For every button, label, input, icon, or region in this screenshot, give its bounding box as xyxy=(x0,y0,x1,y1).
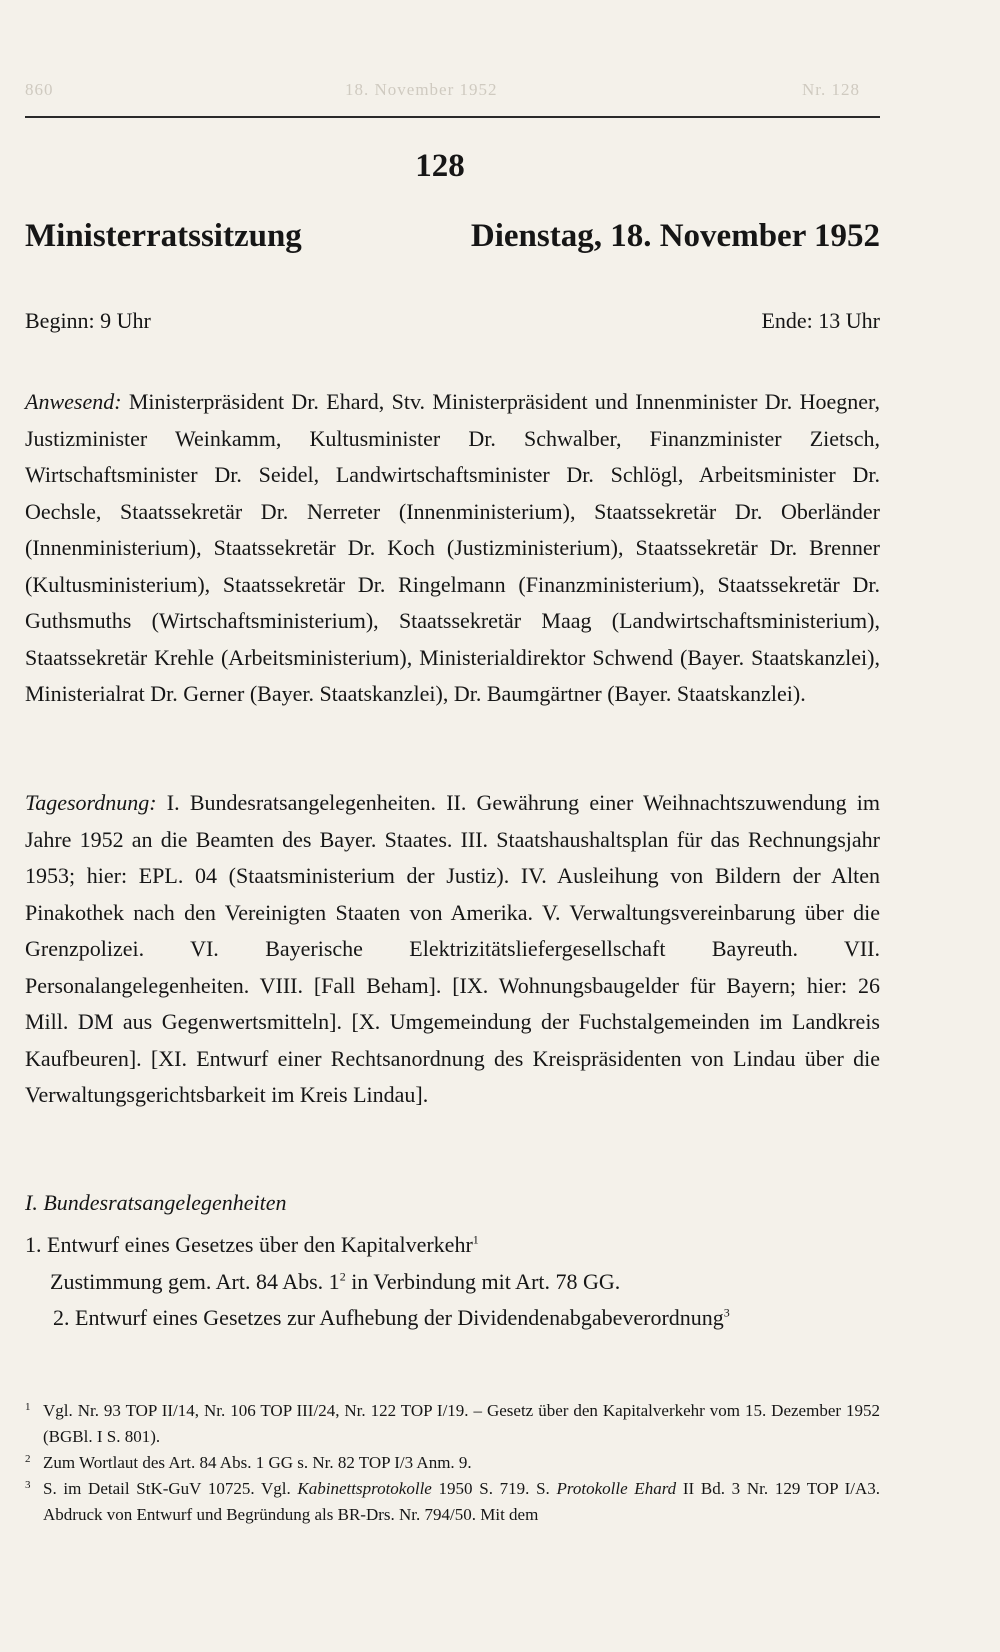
agenda-item-2 xyxy=(25,1300,880,1337)
footnote-ref-3[interactable]: 3 xyxy=(723,1305,730,1320)
header-rule xyxy=(25,116,880,118)
footnote-2 xyxy=(25,1450,880,1476)
footnote-number: 2 xyxy=(25,1453,31,1465)
time-row xyxy=(25,308,880,334)
begin-time: Beginn: 9 Uhr xyxy=(25,308,151,333)
title-row xyxy=(25,218,880,255)
footnote-text-post: II Bd. 3 Nr. 129 TOP I/A3. Abdruck von Entwurf und Begründung als BR-Drs. Nr. 794/50. Mit dem xyxy=(43,1479,880,1524)
footnote-citation-kabinett: Kabinettsprotokolle xyxy=(297,1479,432,1498)
footnote-ref-1[interactable]: 1 xyxy=(472,1232,479,1247)
footnotes xyxy=(25,1398,880,1528)
agenda-label: Tagesordnung: xyxy=(25,790,157,815)
end-time: Ende: 13 Uhr xyxy=(761,308,880,333)
item1-consent: Zustimmung gem. Art. 84 Abs. 1 xyxy=(50,1268,340,1294)
item1-consent-rest: in Verbindung mit Art. 78 GG. xyxy=(345,1268,621,1294)
footnote-text: Zum Wortlaut des Art. 84 Abs. 1 GG s. Nr. 82 TOP I/3 Anm. 9. xyxy=(43,1453,472,1472)
attendees-label: Anwesend: xyxy=(25,389,122,414)
attendees-text: Ministerpräsident Dr. Ehard, Stv. Ministerpräsident und Innenminister Dr. Hoegner, Justizminister Weinkamm, Kultusminister Dr. Schwalber, Finanzminister Zietsch, Wirtschaftsminister Dr. Seidel, Landwirtschaftsminister Dr. Schlögl, Arbeitsminister Dr. Oechsle, Staatssekretär Dr. Nerreter (Innenministerium), Staatssekretär Dr. Oberländer (Innenministerium), Staatssekretär Dr. Koch (Justizministerium), Staatssekretär Dr. Brenner (Kultusministerium), Staatssekretär Dr. Ringelmann (Finanzministerium), Staatssekretär Dr. Guthsmuths (Wirtschaftsministerium), Staatssekretär Maag (Landwirtschaftsministerium), Staatssekretär Krehle (Arbeitsministerium), Ministerialdirektor Schwend (Bayer. Staatskanzlei), Ministerialrat Dr. Gerner (Bayer. Staatskanzlei), Dr. Baumgärtner (Bayer. Staatskanzlei). xyxy=(25,389,880,706)
protocol-number: 128 xyxy=(415,148,465,184)
footnote-1 xyxy=(25,1398,880,1450)
footnote-text-pre: S. im Detail StK-GuV 10725. Vgl. xyxy=(43,1479,298,1498)
item2-title: 2. Entwurf eines Gesetzes zur Aufhebung der Dividendenabgabeverordnung xyxy=(53,1305,724,1330)
ghost-date: 18. November 1952 xyxy=(345,80,498,99)
item1-title: 1. Entwurf eines Gesetzes über den Kapitalverkehr xyxy=(25,1232,473,1257)
agenda-paragraph xyxy=(25,785,880,1114)
attendees-paragraph xyxy=(25,384,880,713)
footnote-ref-2[interactable]: 2 xyxy=(339,1269,346,1284)
section-heading: I. Bundesratsangelegenheiten xyxy=(25,1190,287,1215)
ghost-doc-number: Nr. 128 xyxy=(802,80,860,99)
footnote-3 xyxy=(25,1476,880,1528)
footnote-text: Vgl. Nr. 93 TOP II/14, Nr. 106 TOP III/24, Nr. 122 TOP I/19. – Gesetz über den Kapitalverkehr vom 15. Dezember 1952 (BGBl. I S. 801). xyxy=(43,1401,880,1446)
agenda-item-1 xyxy=(25,1227,880,1300)
footnote-citation-ehard: Protokolle Ehard xyxy=(556,1479,677,1498)
footnote-number: 3 xyxy=(25,1479,31,1491)
footnote-text-mid: 1950 S. 719. S. xyxy=(431,1479,557,1498)
agenda-text: I. Bundesratsangelegenheiten. II. Gewährung einer Weihnachtszuwendung im Jahre 1952 an die Beamten des Bayer. Staates. III. Staatshaushaltsplan für das Rechnungsjahr 1953; hier: EPL. 04 (Staatsministerium der Justiz). IV. Ausleihung von Bildern der Alten Pinakothek nach den Vereinigten Staaten von Amerika. V. Verwaltungsvereinbarung über die Grenzpolizei. VI. Bayerische Elektrizitätsliefergesellschaft Bayreuth. VII. Personalangelegenheiten. VIII. [Fall Beham]. [IX. Wohnungsbaugelder für Bayern; hier: 26 Mill. DM aus Gegenwertsmitteln]. [X. Umgemeindung der Fuchstalgemeinden im Landkreis Kaufbeuren]. [XI. Entwurf einer Rechtsanordnung des Kreispräsidenten von Lindau über die Verwaltungsgerichtsbarkeit im Kreis Lindau]. xyxy=(25,790,880,1107)
ghost-page-number: 860 xyxy=(25,80,54,99)
meeting-date: Dienstag, 18. November 1952 xyxy=(470,218,880,254)
meeting-title: Ministerratssitzung xyxy=(25,218,302,254)
footnote-number: 1 xyxy=(25,1401,31,1413)
